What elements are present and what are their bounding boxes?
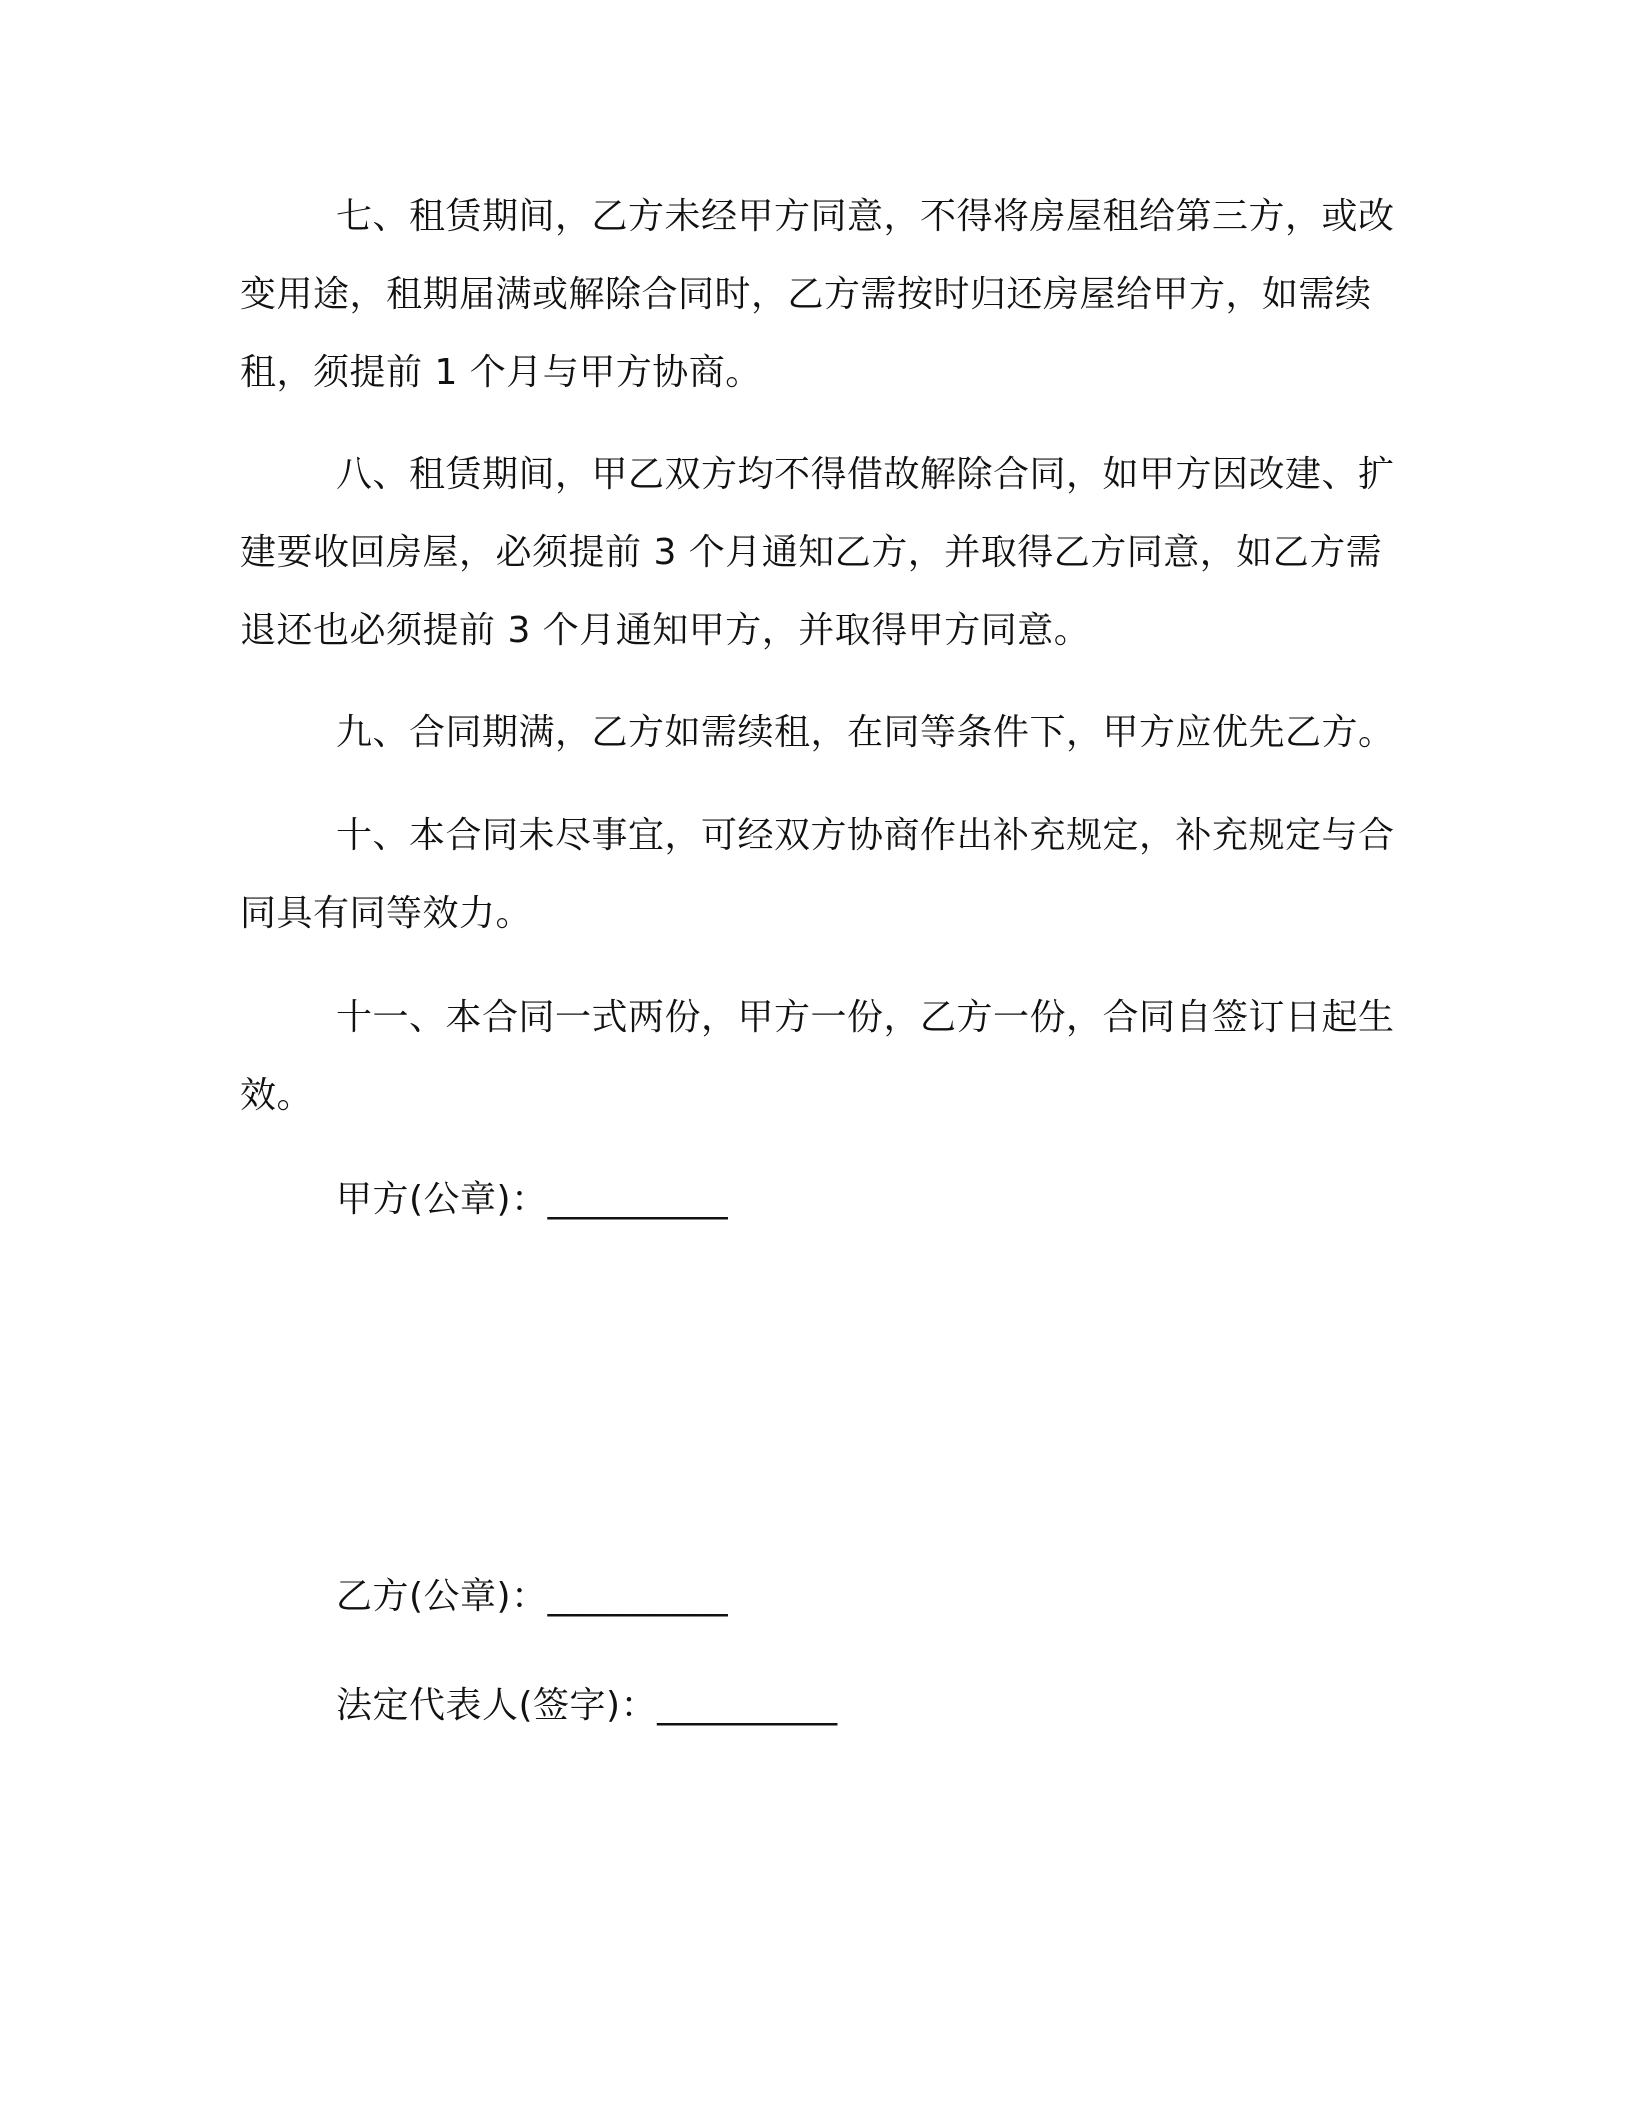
party-b-blank: __________ <box>547 1576 728 1617</box>
clause-7: 七、租赁期间，乙方未经甲方同意，不得将房屋租给第三方，或改变用途，租期届满或解除合同时，乙方需按时归还房屋给甲方，如需续租，须提前 1 个月与甲方协商。 <box>240 196 1395 393</box>
clause-11: 十一、本合同一式两份，甲方一份，乙方一份，合同自签订日起生效。 <box>240 997 1395 1116</box>
legal-rep-label: 法定代表人(签字)： <box>336 1685 658 1726</box>
clause-10: 十、本合同未尽事宜，可经双方协商作出补充规定，补充规定与合同具有同等效力。 <box>240 815 1395 934</box>
clause-8: 八、租赁期间，甲乙双方均不得借故解除合同，如甲方因改建、扩建要收回房屋，必须提前 3 个月通知乙方，并取得乙方同意，如乙方需退还也必须提前 3 个月通知甲方，并取得甲方同意。 <box>240 454 1395 651</box>
legal-rep-signature-line <box>336 1667 837 1745</box>
party-a-label: 甲方(公章)： <box>336 1179 548 1220</box>
legal-rep-blank: __________ <box>657 1685 838 1726</box>
clause-9: 九、合同期满，乙方如需续租，在同等条件下，甲方应优先乙方。 <box>336 712 1395 753</box>
party-b-signature-line <box>336 1558 728 1636</box>
party-a-blank: __________ <box>547 1179 728 1220</box>
party-a-signature-line <box>336 1161 728 1239</box>
party-b-label: 乙方(公章)： <box>336 1576 548 1617</box>
